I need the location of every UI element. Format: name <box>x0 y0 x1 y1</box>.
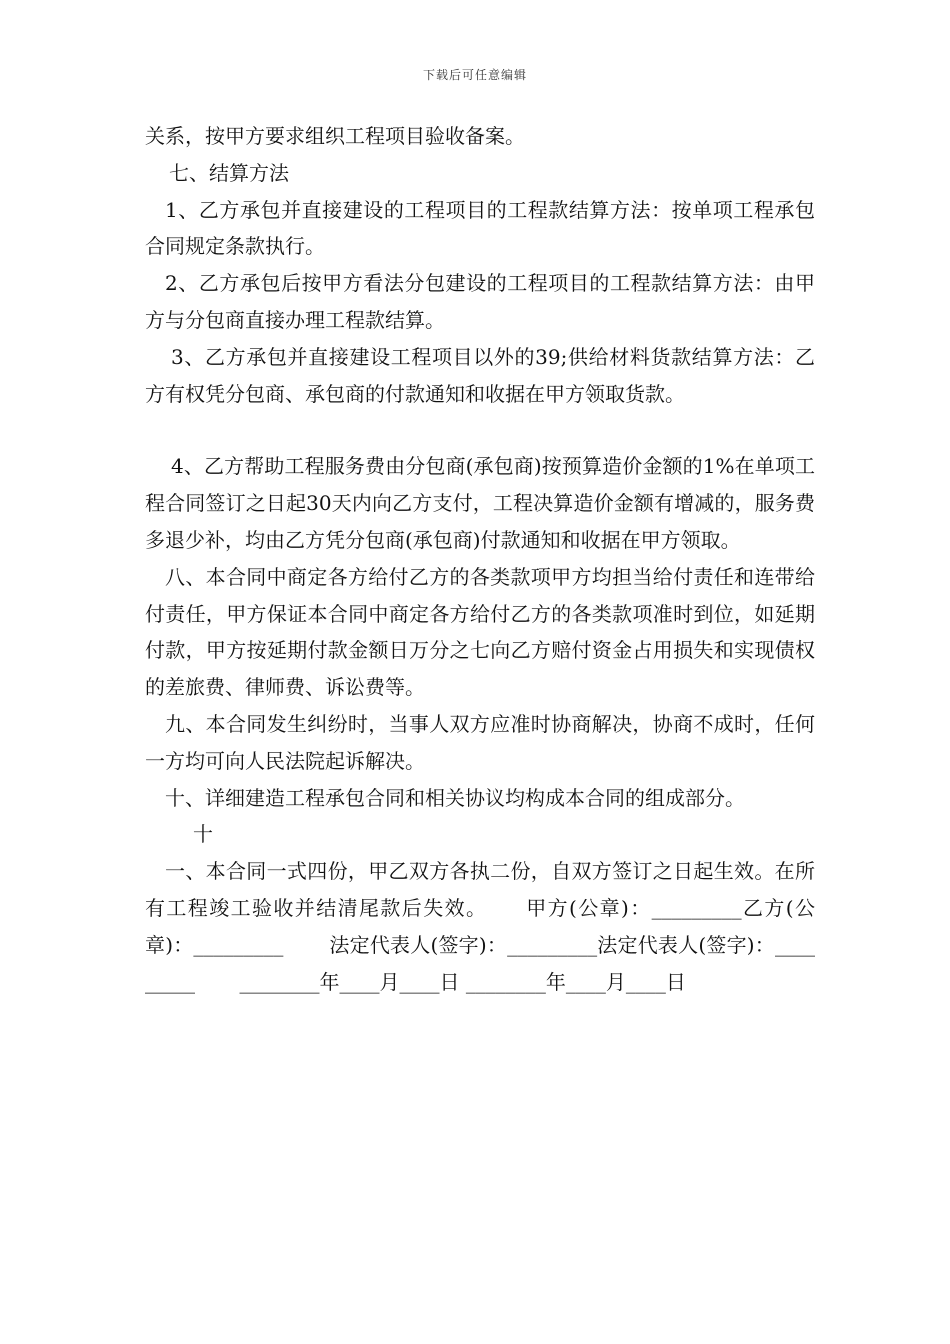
clause-nine: 九、本合同发生纠纷时，当事人双方应准时协商解决，协商不成时，任何一方均可向人民法院起诉解决。 <box>145 711 815 773</box>
clause-eight: 八、本合同中商定各方给付乙方的各类款项甲方均担当给付责任和连带给付责任，甲方保证本合同中商定各方给付乙方的各类款项准时到位，如延期付款，甲方按延期付款金额日万分之七向乙方赔付资金占用损失和实现债权的差旅费、律师费、诉讼费等。 <box>145 564 815 700</box>
clause-settlement-2: 2、乙方承包后按甲方看法分包建设的工程项目的工程款结算方法：由甲方与分包商直接办理工程款结算。 <box>145 271 815 332</box>
clause-eleven <box>145 853 815 1000</box>
section-heading-settlement: 七、结算方法 <box>169 160 289 185</box>
paragraph-continuation: 关系，按甲方要求组织工程项目验收备案。 <box>145 124 525 148</box>
clause-eleven-text: 一、本合同一式四份，甲乙双方各执二份，自双方签订之日起生效。在所有工程竣工验收并结清尾款后失效。 <box>145 859 815 920</box>
page-header: 下载后可任意编辑 <box>422 68 527 82</box>
clause-settlement-1: 1、乙方承包并直接建设的工程项目的工程款结算方法：按单项工程承包合同规定条款执行。 <box>145 197 815 259</box>
paragraph-gap <box>145 412 815 448</box>
document-body <box>145 118 815 1000</box>
signature-block: 甲方(公章)：_________乙方(公章)：_________ 法定代表人(签字)：_________法定代表人(签字)：_________ ________年____月____日 ________年____月____日 <box>145 895 815 994</box>
clause-settlement-3: 3、乙方承包并直接建设工程项目以外的39;供给材料货款结算方法：乙方有权凭分包商、承包商的付款通知和收据在甲方领取货款。 <box>145 344 815 406</box>
clause-ten: 十、详细建造工程承包合同和相关协议均构成本合同的组成部分。 <box>165 785 745 810</box>
clause-eleven-number: 十 <box>193 822 213 847</box>
clause-settlement-4: 4、乙方帮助工程服务费由分包商(承包商)按预算造价金额的1%在单项工程合同签订之日起30天内向乙方支付，工程决算造价金额有增减的，服务费多退少补，均由乙方凭分包商(承包商)付款通知和收据在甲方领取。 <box>145 454 815 552</box>
